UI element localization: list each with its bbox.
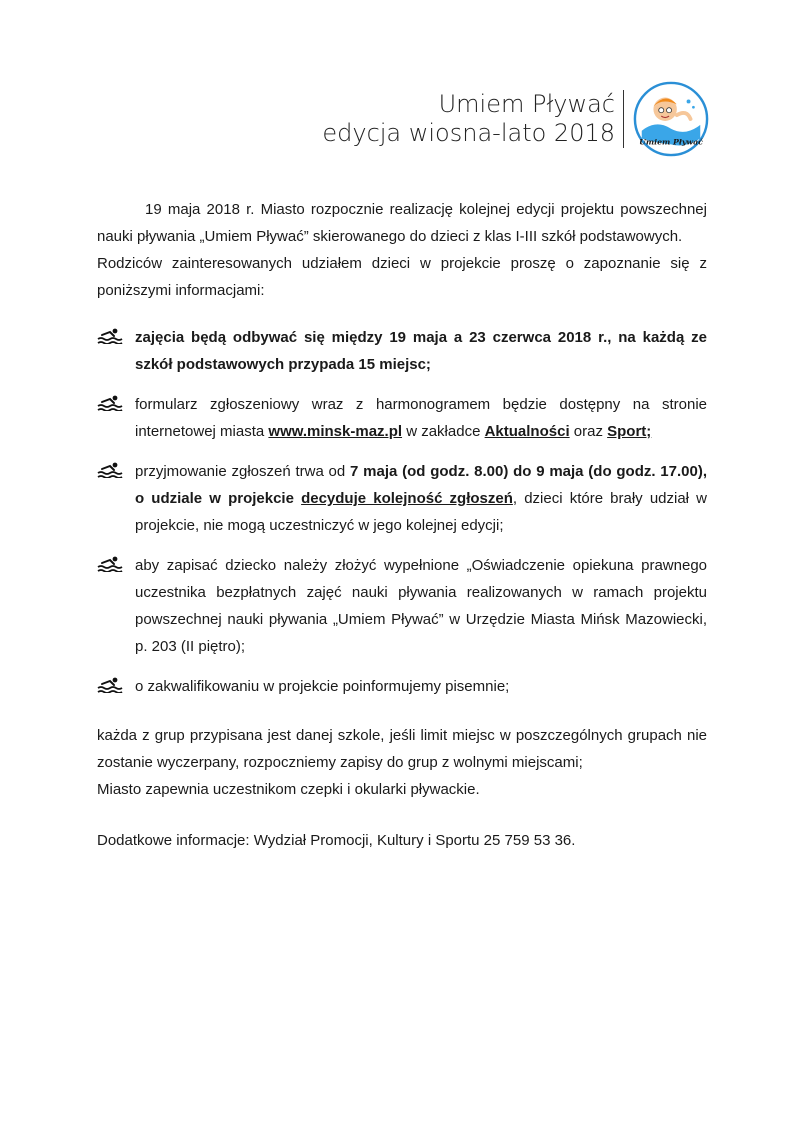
equipment-paragraph: Miasto zapewnia uczestnikom czepki i okularki pływackie.	[97, 781, 480, 798]
header-subtitle: edycja wiosna-lato 2018	[322, 119, 615, 147]
list-item	[97, 391, 707, 445]
bullet-text-bold-underlined: decyduje kolejność zgłoszeń	[301, 490, 513, 507]
info-list	[97, 324, 707, 700]
bullet-text: w zakładce	[402, 423, 485, 440]
svg-text:Umiem Pływać: Umiem Pływać	[639, 137, 703, 147]
swimmer-icon	[97, 328, 123, 344]
bullet-text: przyjmowanie zgłoszeń trwa od	[135, 463, 351, 480]
bullet-text: aby zapisać dziecko należy złożyć wypełnione „Oświadczenie opiekuna prawnego uczestnika bezpłatnych zajęć nauki pływania realizowanych w ramach projektu powszechnej nauki pływania „Umiem Pływać” w Urzędzie Miasta Mińsk Mazowiecki, p. 203 (II piętro);	[135, 557, 707, 655]
list-item	[97, 324, 707, 378]
bullet-text: oraz	[569, 423, 608, 440]
swimmer-icon	[97, 677, 123, 693]
document-body	[97, 196, 707, 869]
swimming-child-logo	[632, 80, 710, 158]
aktualnosci-link[interactable]: Aktualności	[484, 423, 570, 440]
swimmer-icon	[97, 462, 123, 478]
intro-paragraph: 19 maja 2018 r. Miasto rozpocznie realizację kolejnej edycji projektu powszechnej nauki pływania „Umiem Pływać” skierowanego do dzieci z klas I-III szkół podstawowych.	[97, 201, 707, 245]
list-item	[97, 458, 707, 539]
header-title-block	[322, 90, 624, 148]
groups-paragraph: każda z grup przypisana jest danej szkole, jeśli limit miejsc w poszczególnych grupach nie zostanie wyczerpany, rozpoczniemy zapisy do grup z wolnymi miejscami;	[97, 727, 707, 771]
list-item	[97, 552, 707, 660]
contact-paragraph: Dodatkowe informacje: Wydział Promocji, Kultury i Sportu 25 759 53 36.	[97, 832, 576, 849]
bullet-text: o zakwalifikowaniu w projekcie poinformujemy pisemnie;	[135, 678, 510, 695]
swimmer-icon	[97, 556, 123, 572]
document-header	[322, 80, 710, 158]
swimmer-icon	[97, 395, 123, 411]
bullet-text: formularz zgłoszeniowy wraz z harmonogramem będzie dostępny na stronie internetowej miasta	[135, 396, 707, 440]
bullet-text-bold: zajęcia będą odbywać się między 19 maja a 23 czerwca 2018 r., na każdą ze szkół podstawowych przypada 15 miejsc;	[135, 329, 707, 373]
bullet-text-bold: 7 maja (od godz. 8.00) do 9 maja (do godz. 17.00), o udziale w projekcie	[135, 463, 708, 507]
list-item	[97, 673, 707, 700]
sport-link[interactable]: Sport;	[607, 423, 652, 440]
header-title: Umiem Pływać	[438, 90, 615, 118]
bullet-text: , dzieci które brały udział w projekcie, nie mogą uczestniczyć w jego kolejnej edycji;	[135, 490, 707, 534]
website-link[interactable]: www.minsk-maz.pl	[268, 423, 403, 440]
intro-paragraph-2: Rodziców zainteresowanych udziałem dzieci w projekcie proszę o zapoznanie się z poniższymi informacjami:	[97, 255, 707, 299]
